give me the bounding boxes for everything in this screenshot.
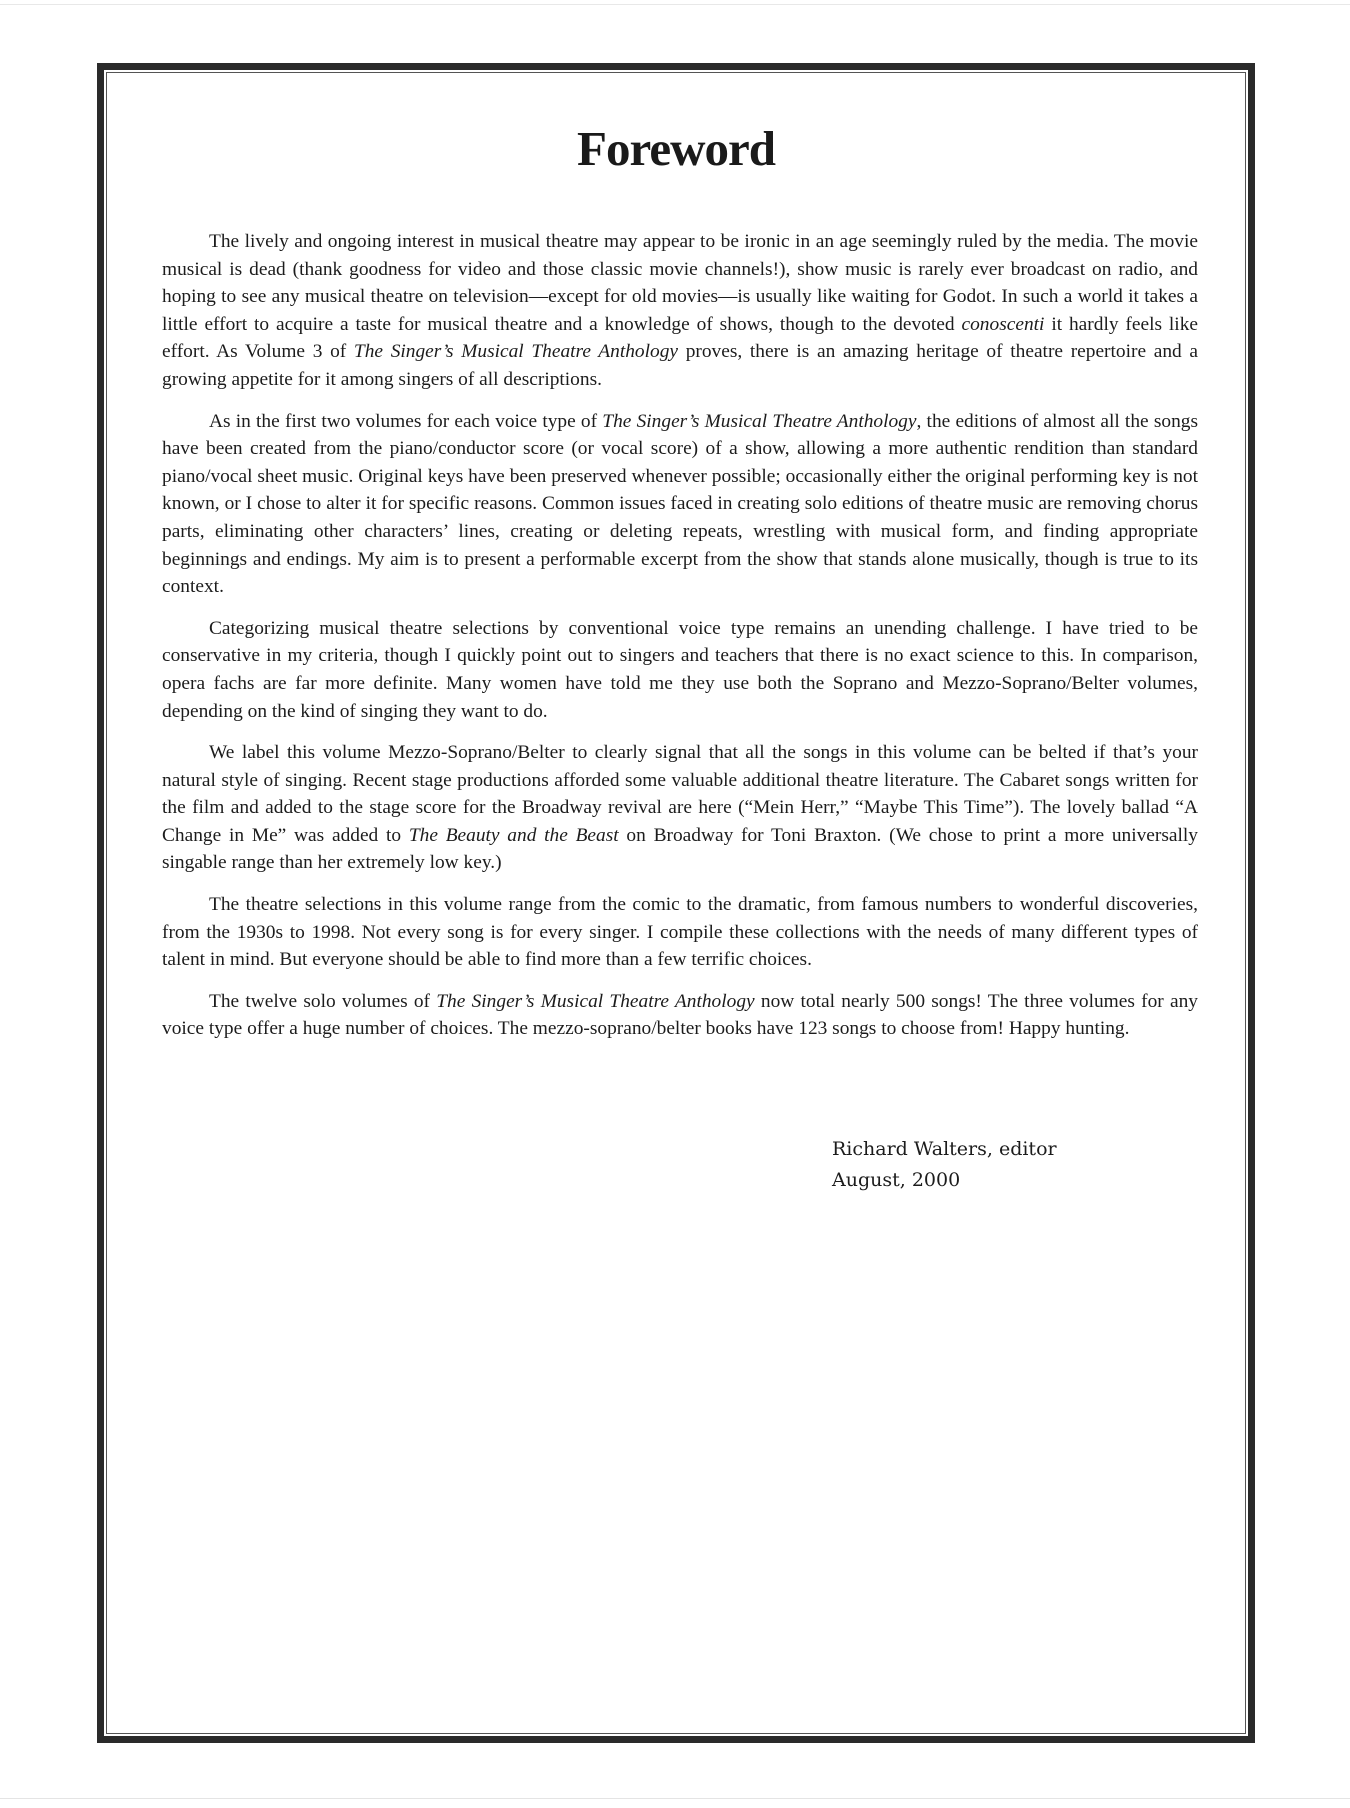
paragraph-3 [162,615,1198,725]
text-run: We label this volume Mezzo-Soprano/Belter to clearly signal that all the songs in this volume can be belted if that’s your natural style of singing. Recent stage productions afforded some valuable additional theatre literature. The Cabaret songs written for the film and added to the stage score for the Broadway revival are here (“Mein Herr,” “Maybe This Time”). The lovely ballad “A Change in Me” was added to [162,742,1198,846]
italic-book-title: The Singer’s Musical Theatre Anthology [436,990,755,1012]
italic-term-conoscenti: conoscenti [961,313,1045,335]
paragraph-1 [162,228,1198,394]
paragraph-2 [162,408,1198,601]
text-run: The twelve solo volumes of [209,990,437,1012]
text-run: , the editions of almost all the songs have been created from the piano/conductor score (or vocal score) of a show, allowing a more authentic rendition than standard piano/vocal sheet music. Original keys have been preserved whenever possible; occasionally either the original performing key is not known, or I chose to alter it for specific reasons. Common issues faced in creating solo editions of theatre music are removing chorus parts, eliminating other characters’ lines, creating or deleting repeats, wrestling with musical form, and finding appropriate beginnings and endings. My aim is to present a performable excerpt from the show that stands alone musically, though is true to its context. [162,410,1199,598]
signature-date: August, 2000 [832,1169,961,1191]
signature-name: Richard Walters, editor [832,1138,1057,1160]
foreword-body [162,228,1198,1057]
text-run: The lively and ongoing interest in musical theatre may appear to be ironic in an age seemingly ruled by the media. The movie musical is dead (thank goodness for video and those classic movie channels!), show music is rarely ever broadcast on radio, and hoping to see any musical theatre on television—except for old movies—is usually like waiting for Godot. In such a world it takes a little effort to acquire a taste for musical theatre and a knowledge of shows, though to the devoted [162,231,1198,335]
signature-block [832,1134,1057,1196]
italic-book-title: The Singer’s Musical Theatre Anthology [602,410,917,432]
text-run: proves, there is an amazing heritage of theatre repertoire and a growing appetite for it among singers of all descriptions. [162,341,1199,390]
italic-book-title: The Singer’s Musical Theatre Anthology [353,341,679,363]
scan-edge-top [0,4,1350,5]
text-run: The theatre selections in this volume range from the comic to the dramatic, from famous numbers to wonderful discoveries, from the 1930s to 1998. Not every song is for every singer. I compile these collections with the needs of many different types of talent in mind. But everyone should be able to find more than a few terrific choices. [162,894,1198,971]
italic-show-title: The Beauty and the Beast [408,824,619,846]
text-run: As in the first two volumes for each voice type of [209,410,603,432]
scan-edge-bottom [0,1798,1350,1799]
paragraph-5 [162,891,1198,974]
text-run: on Broadway for Toni Braxton. (We chose to print a more universally singable range than her extremely low key.) [162,824,1198,874]
page-border-frame [97,63,1255,1743]
page-title: Foreword [577,121,775,176]
paragraph-4 [162,739,1198,877]
text-run: it hardly feels like effort. As Volume 3 of [162,313,1198,363]
paragraph-6 [162,988,1198,1043]
text-run: Categorizing musical theatre selections by conventional voice type remains an unending challenge. I have tried to be conservative in my criteria, though I quickly point out to singers and teachers that there is no exact science to this. In comparison, opera fachs are far more definite. Many women have told me they use both the Soprano and Mezzo-Soprano/Belter volumes, depending on the kind of singing they want to do. [162,617,1198,722]
text-run: now total nearly 500 songs! The three volumes for any voice type offer a huge number of choices. The mezzo-soprano/belter books have 123 songs to choose from! Happy hunting. [162,990,1198,1040]
